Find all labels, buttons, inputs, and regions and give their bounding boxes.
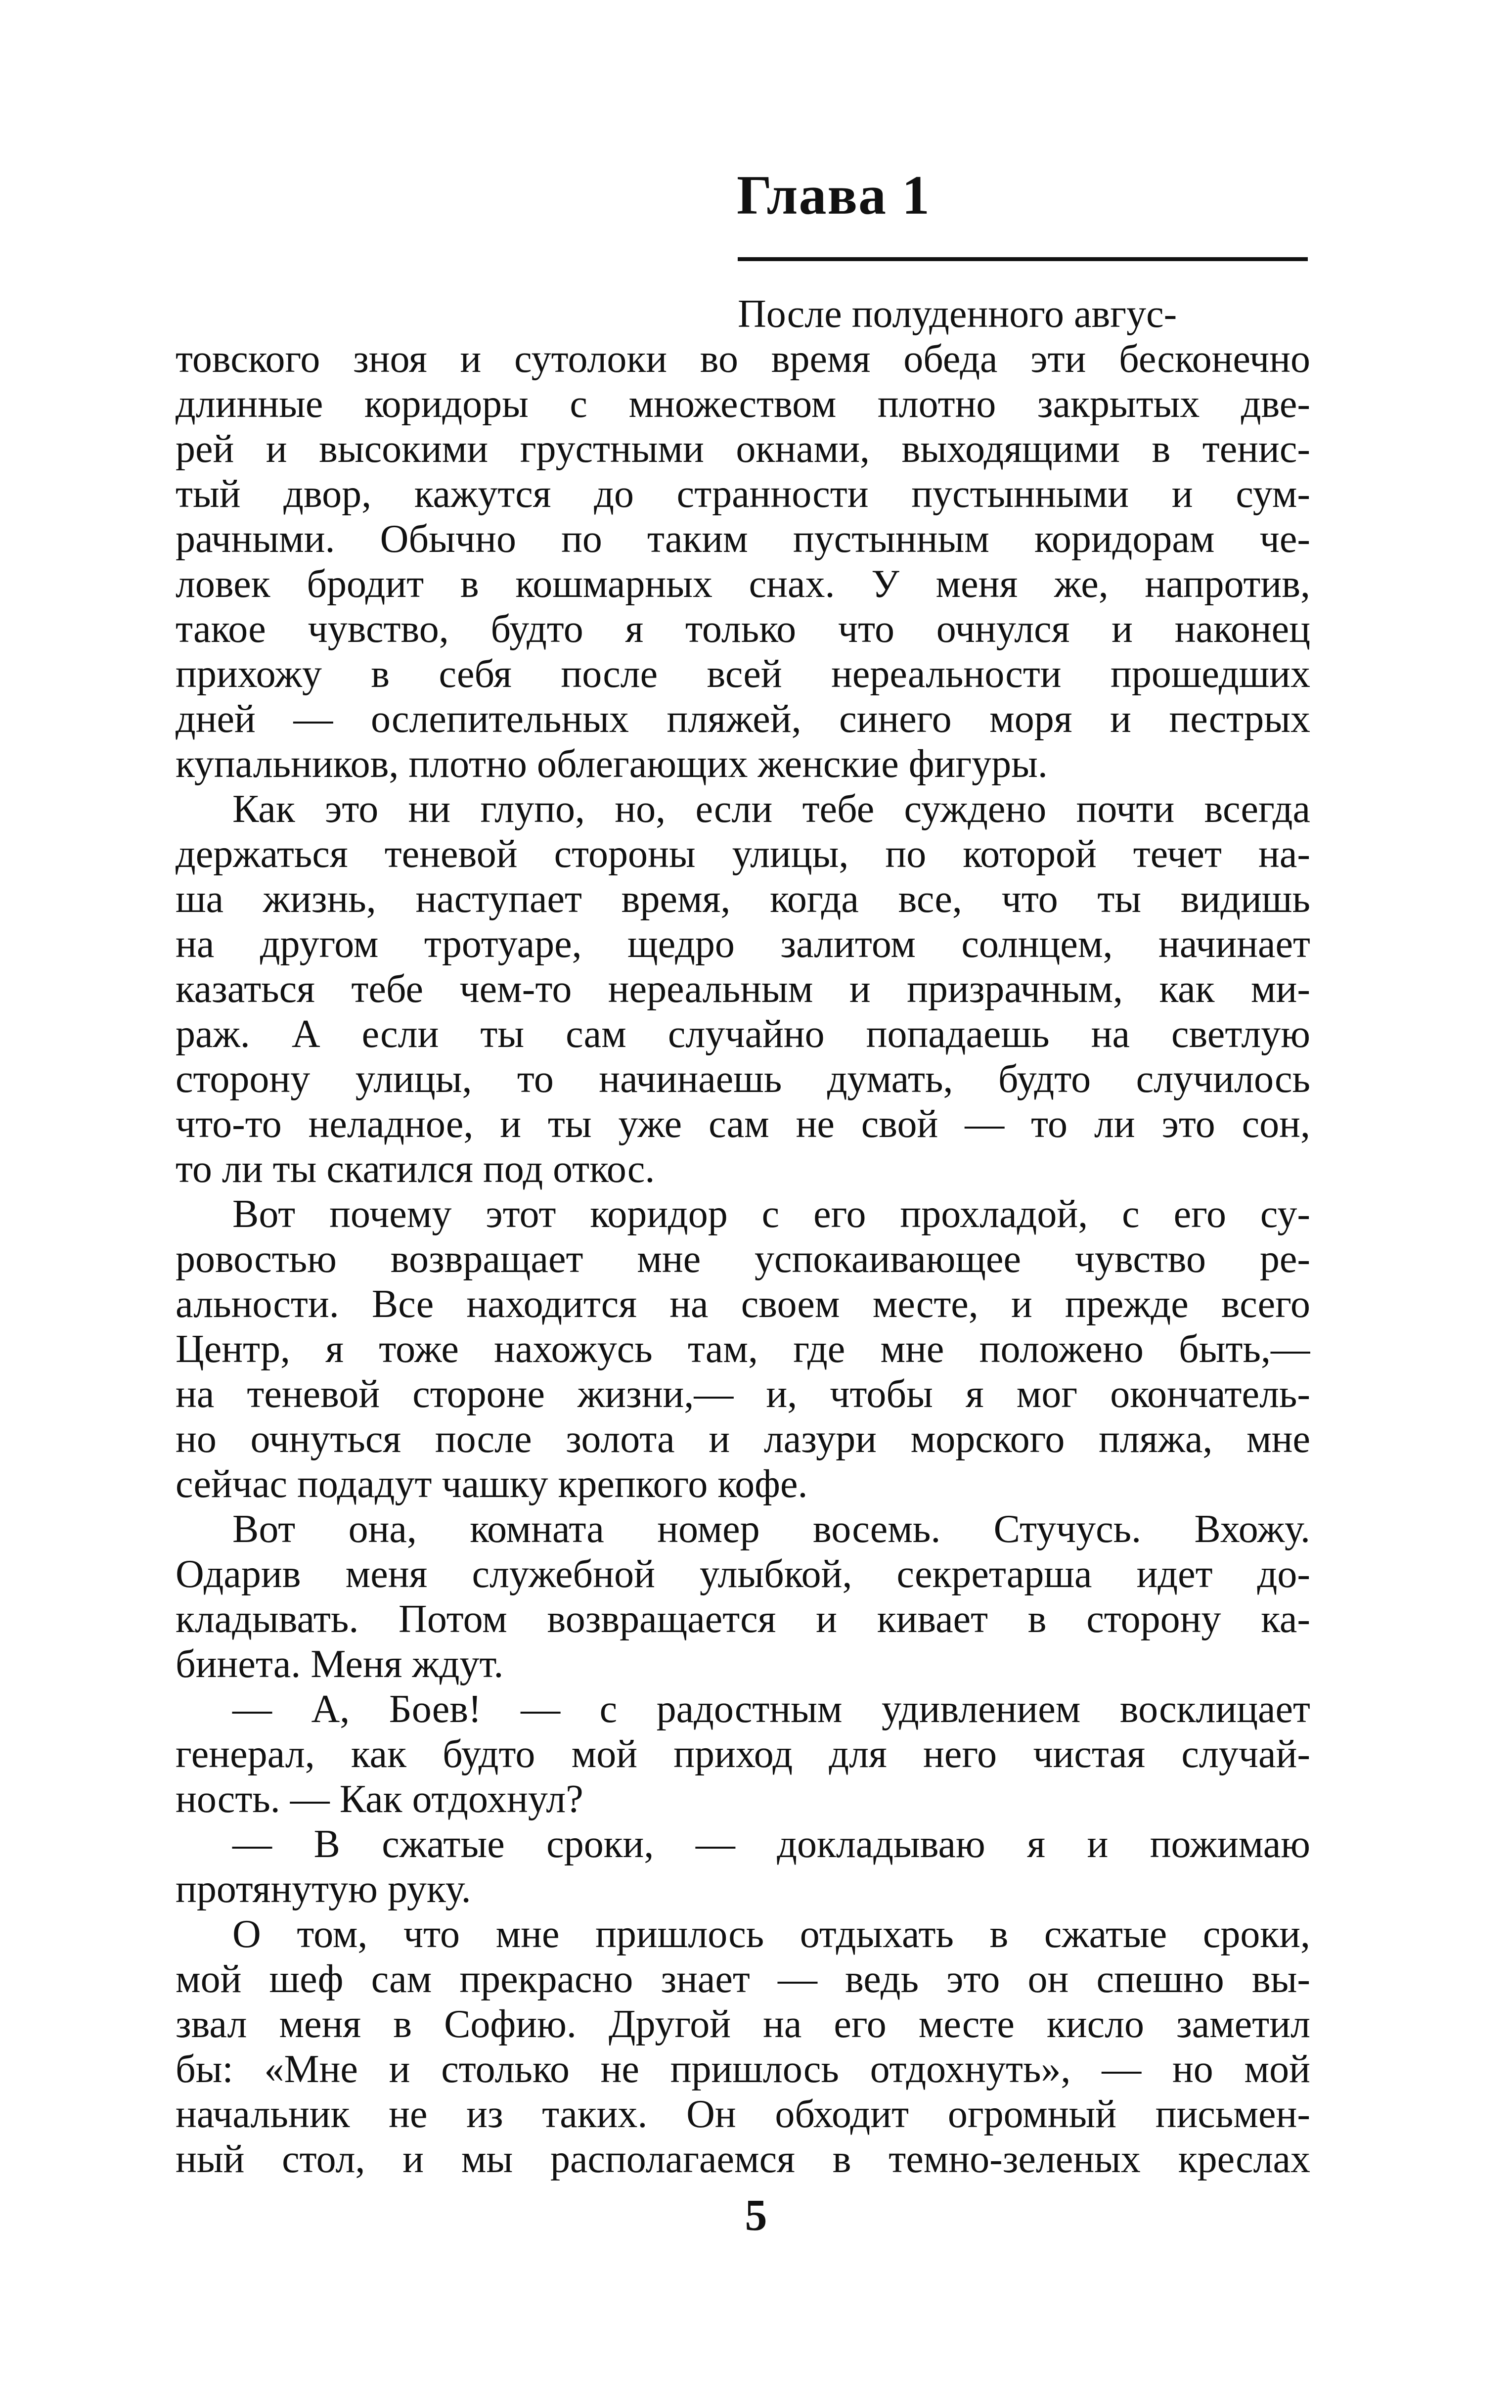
text-line: После полуденного авгус- <box>738 292 1177 336</box>
text-line: ность. — Как отдохнул? <box>176 1777 583 1821</box>
text-line: бинета. Меня ждут. <box>176 1642 504 1686</box>
text-line: альности. Все находится на своем месте, и прежде всего <box>176 1282 1310 1326</box>
text-line: звал меня в Софию. Другой на его месте кисло заметил <box>176 2002 1310 2046</box>
text-line: — В сжатые сроки, — докладываю я и пожимаю <box>232 1822 1310 1866</box>
text-line: но очнуться после золота и лазури морского пляжа, мне <box>176 1417 1310 1461</box>
text-line: рачными. Обычно по таким пустынным коридорам че- <box>176 517 1310 561</box>
chapter-title: Глава 1 <box>737 165 931 226</box>
text-line: дней — ослепительных пляжей, синего моря и пестрых <box>176 697 1310 741</box>
text-line: купальников, плотно облегающих женские фигуры. <box>176 742 1048 786</box>
text-line: Вот она, комната номер восемь. Стучусь. Вхожу. <box>232 1507 1310 1551</box>
body-text <box>176 292 1310 2182</box>
text-line: что-то неладное, и ты уже сам не свой — то ли это сон, <box>176 1102 1310 1146</box>
page-number: 5 <box>745 2191 767 2240</box>
text-line: протянутую руку. <box>176 1867 471 1911</box>
text-line: — А, Боев! — с радостным удивлением восклицает <box>232 1687 1310 1731</box>
text-line: на другом тротуаре, щедро залитом солнцем, начинает <box>176 922 1310 966</box>
text-line: казаться тебе чем-то нереальным и призрачным, как ми- <box>176 967 1310 1011</box>
text-line: Центр, я тоже нахожусь там, где мне положено быть,— <box>176 1327 1310 1371</box>
text-line: генерал, как будто мой приход для него чистая случай- <box>176 1732 1310 1776</box>
text-line: то ли ты скатился под откос. <box>176 1147 655 1191</box>
text-line: ша жизнь, наступает время, когда все, что ты видишь <box>176 877 1310 921</box>
text-line: кладывать. Потом возвращается и кивает в сторону ка- <box>176 1597 1310 1641</box>
text-line: О том, что мне пришлось отдыхать в сжатые сроки, <box>232 1912 1310 1956</box>
text-line: ровостью возвращает мне успокаивающее чувство ре- <box>176 1237 1310 1281</box>
text-line: товского зноя и сутолоки во время обеда эти бесконечно <box>176 337 1310 381</box>
text-line: Как это ни глупо, но, если тебе суждено почти всегда <box>232 787 1310 831</box>
text-line: начальник не из таких. Он обходит огромный письмен- <box>176 2092 1310 2136</box>
text-line: тый двор, кажутся до странности пустынными и сум- <box>176 472 1310 516</box>
text-line: Вот почему этот коридор с его прохладой, с его су- <box>232 1192 1310 1236</box>
text-line: прихожу в себя после всей нереальности прошедших <box>176 652 1310 696</box>
text-line: длинные коридоры с множеством плотно закрытых две- <box>176 382 1310 426</box>
text-line: бы: «Мне и столько не пришлось отдохнуть», — но мой <box>176 2047 1310 2091</box>
text-line: рей и высокими грустными окнами, выходящими в тенис- <box>176 427 1310 471</box>
text-line: сторону улицы, то начинаешь думать, будто случилось <box>176 1057 1310 1101</box>
text-line: на теневой стороне жизни,— и, чтобы я мог окончатель- <box>176 1372 1310 1416</box>
text-line: сейчас подадут чашку крепкого кофе. <box>176 1462 808 1506</box>
text-line: раж. А если ты сам случайно попадаешь на светлую <box>176 1012 1310 1056</box>
title-rule <box>738 257 1308 261</box>
text-line: ловек бродит в кошмарных снах. У меня же, напротив, <box>176 562 1310 606</box>
text-line: мой шеф сам прекрасно знает — ведь это он спешно вы- <box>176 1957 1310 2001</box>
text-line: Одарив меня служебной улыбкой, секретарша идет до- <box>176 1552 1310 1596</box>
text-line: держаться теневой стороны улицы, по которой течет на- <box>176 832 1310 876</box>
text-line: такое чувство, будто я только что очнулся и наконец <box>176 607 1310 651</box>
text-line: ный стол, и мы располагаемся в темно-зеленых креслах <box>176 2137 1310 2181</box>
